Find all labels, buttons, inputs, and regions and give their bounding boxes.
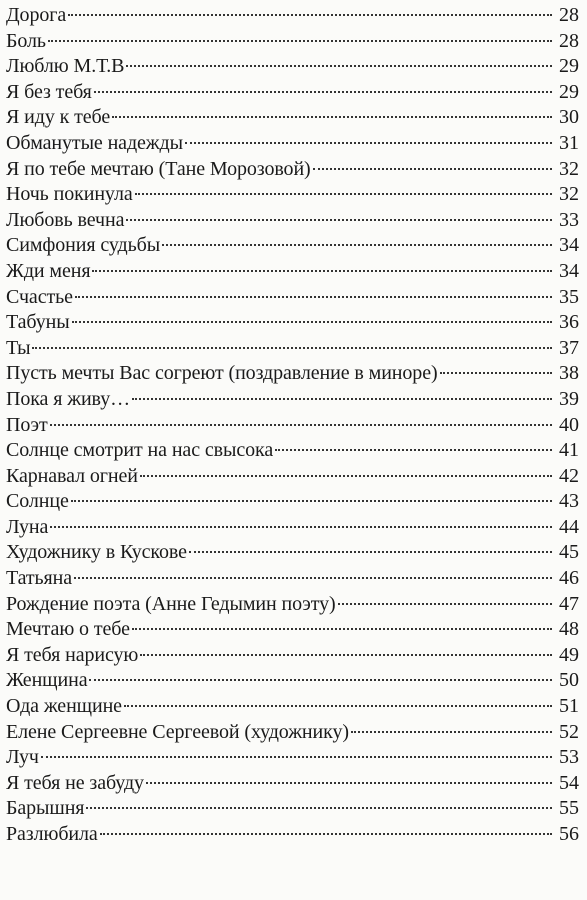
toc-entry-page-number: 48 <box>559 618 579 641</box>
toc-entry-title: Люблю М.Т.В <box>6 55 125 78</box>
toc-entry <box>0 643 587 669</box>
toc-entry-page-number: 32 <box>559 183 579 206</box>
toc-entry-page-number: 47 <box>559 592 579 615</box>
dot-leader <box>72 321 552 323</box>
toc-entry <box>0 105 587 131</box>
toc-entry-title: Я тебя не забуду <box>6 771 144 794</box>
toc-entry <box>0 438 587 464</box>
dot-leader <box>92 270 552 272</box>
toc-entry <box>0 566 587 592</box>
toc-entry <box>0 822 587 848</box>
dot-leader <box>338 603 552 605</box>
dot-leader <box>162 244 552 246</box>
toc-entry-page-number: 46 <box>559 567 579 590</box>
toc-entry <box>0 694 587 720</box>
toc-entry <box>0 464 587 490</box>
toc-entry <box>0 54 587 80</box>
dot-leader <box>74 577 552 579</box>
toc-entry-title: Я по тебе мечтаю (Тане Морозовой) <box>6 157 311 180</box>
toc-entry-title: Пока я живу… <box>6 387 131 410</box>
dot-leader <box>146 782 552 784</box>
toc-entry-title: Солнце смотрит на нас свысока <box>6 439 274 462</box>
toc-entry-page-number: 49 <box>559 643 579 666</box>
toc-entry-title: Рождение поэта (Анне Гедымин поэту) <box>6 592 336 615</box>
toc-entry-title: Симфония судьбы <box>6 234 161 257</box>
toc-entry-page-number: 39 <box>559 387 579 410</box>
toc-entry-page-number: 29 <box>559 55 579 78</box>
toc-entry <box>0 131 587 157</box>
toc-entry <box>0 796 587 822</box>
dot-leader <box>71 500 552 502</box>
toc-entry <box>0 29 587 55</box>
dot-leader <box>32 347 552 349</box>
toc-entry-title: Я тебя нарисую <box>6 643 139 666</box>
toc-entry-page-number: 44 <box>559 515 579 538</box>
toc-entry-page-number: 32 <box>559 157 579 180</box>
dot-leader <box>50 424 552 426</box>
toc-entry-title: Дорога <box>6 4 67 26</box>
toc-entry-page-number: 54 <box>559 771 579 794</box>
toc-entry-page-number: 41 <box>559 439 579 462</box>
dot-leader <box>185 142 552 144</box>
dot-leader <box>68 14 552 16</box>
toc-entry-title: Пусть мечты Вас согреют (поздравление в миноре) <box>6 362 438 385</box>
toc-entry-page-number: 29 <box>559 80 579 103</box>
toc-entry <box>0 361 587 387</box>
dot-leader <box>100 833 552 835</box>
toc-entry-page-number: 40 <box>559 413 579 436</box>
toc-entry-title: Ночь покинула <box>6 183 133 206</box>
dot-leader <box>94 91 552 93</box>
toc-entry <box>0 387 587 413</box>
toc-entry-title: Карнавал огней <box>6 464 138 487</box>
toc-entry <box>0 720 587 746</box>
dot-leader <box>48 40 552 42</box>
toc-entry <box>0 771 587 797</box>
dot-leader <box>140 475 552 477</box>
toc-entry-page-number: 28 <box>559 4 579 26</box>
toc-entry-page-number: 34 <box>559 234 579 257</box>
dot-leader <box>126 65 552 67</box>
toc-entry <box>0 413 587 439</box>
toc-entry-title: Счастье <box>6 285 73 308</box>
toc-entry-page-number: 43 <box>559 490 579 513</box>
toc-entry-page-number: 42 <box>559 464 579 487</box>
dot-leader <box>189 551 552 553</box>
dot-leader <box>313 168 552 170</box>
toc-entry <box>0 208 587 234</box>
toc-entry <box>0 3 587 29</box>
dot-leader <box>41 756 552 758</box>
toc-entry-title: Луч <box>6 746 39 769</box>
toc-entry-title: Жди меня <box>6 259 91 282</box>
toc-entry-title: Женщина <box>6 669 88 692</box>
toc-entry-page-number: 28 <box>559 29 579 52</box>
dot-leader <box>50 526 552 528</box>
toc-entry-title: Обманутые надежды <box>6 131 183 154</box>
toc-entry-page-number: 50 <box>559 669 579 692</box>
toc-entry-page-number: 36 <box>559 311 579 334</box>
toc-entry-title: Я иду к тебе <box>6 106 111 129</box>
toc-entry-title: Табуны <box>6 311 70 334</box>
dot-leader <box>89 679 552 681</box>
toc-entry-title: Я без тебя <box>6 80 92 103</box>
table-of-contents <box>0 3 587 848</box>
toc-entry-page-number: 56 <box>559 823 579 845</box>
toc-entry-title: Мечтаю о тебе <box>6 618 130 641</box>
toc-entry-page-number: 53 <box>559 746 579 769</box>
toc-entry-title: Ты <box>6 336 31 359</box>
toc-entry <box>0 157 587 183</box>
dot-leader <box>135 193 552 195</box>
toc-entry <box>0 310 587 336</box>
toc-entry <box>0 80 587 106</box>
toc-entry-title: Боль <box>6 29 46 52</box>
toc-entry-page-number: 55 <box>559 797 579 820</box>
toc-entry <box>0 515 587 541</box>
toc-entry-title: Художнику в Кускове <box>6 541 187 564</box>
toc-entry-title: Барышня <box>6 797 85 820</box>
toc-entry-page-number: 30 <box>559 106 579 129</box>
toc-entry-page-number: 38 <box>559 362 579 385</box>
dot-leader <box>132 398 552 400</box>
toc-entry-title: Любовь вечна <box>6 208 125 231</box>
dot-leader <box>351 731 552 733</box>
toc-entry-page-number: 51 <box>559 695 579 718</box>
toc-entry <box>0 489 587 515</box>
toc-entry-page-number: 37 <box>559 336 579 359</box>
toc-entry <box>0 233 587 259</box>
toc-entry-page-number: 33 <box>559 208 579 231</box>
dot-leader <box>132 628 552 630</box>
dot-leader <box>275 449 552 451</box>
toc-entry-title: Луна <box>6 515 49 538</box>
toc-entry-title: Татьяна <box>6 567 73 590</box>
toc-entry-page-number: 31 <box>559 131 579 154</box>
dot-leader <box>440 372 552 374</box>
toc-entry-title: Солнце <box>6 490 69 513</box>
toc-entry-title: Поэт <box>6 413 48 436</box>
toc-entry <box>0 259 587 285</box>
toc-entry <box>0 668 587 694</box>
toc-entry-page-number: 45 <box>559 541 579 564</box>
toc-entry <box>0 617 587 643</box>
toc-entry-page-number: 34 <box>559 259 579 282</box>
toc-entry <box>0 592 587 618</box>
toc-entry <box>0 540 587 566</box>
toc-entry-title: Разлюбила <box>6 823 98 845</box>
toc-entry-title: Ода женщине <box>6 695 122 718</box>
toc-entry-page-number: 35 <box>559 285 579 308</box>
toc-entry <box>0 285 587 311</box>
dot-leader <box>124 705 552 707</box>
dot-leader <box>75 296 552 298</box>
toc-entry <box>0 745 587 771</box>
toc-entry-title: Елене Сергеевне Сергеевой (художнику) <box>6 720 349 743</box>
toc-entry-page-number: 52 <box>559 720 579 743</box>
dot-leader <box>140 654 552 656</box>
dot-leader <box>112 116 552 118</box>
dot-leader <box>126 219 552 221</box>
dot-leader <box>86 807 552 809</box>
toc-entry <box>0 182 587 208</box>
toc-entry <box>0 336 587 362</box>
